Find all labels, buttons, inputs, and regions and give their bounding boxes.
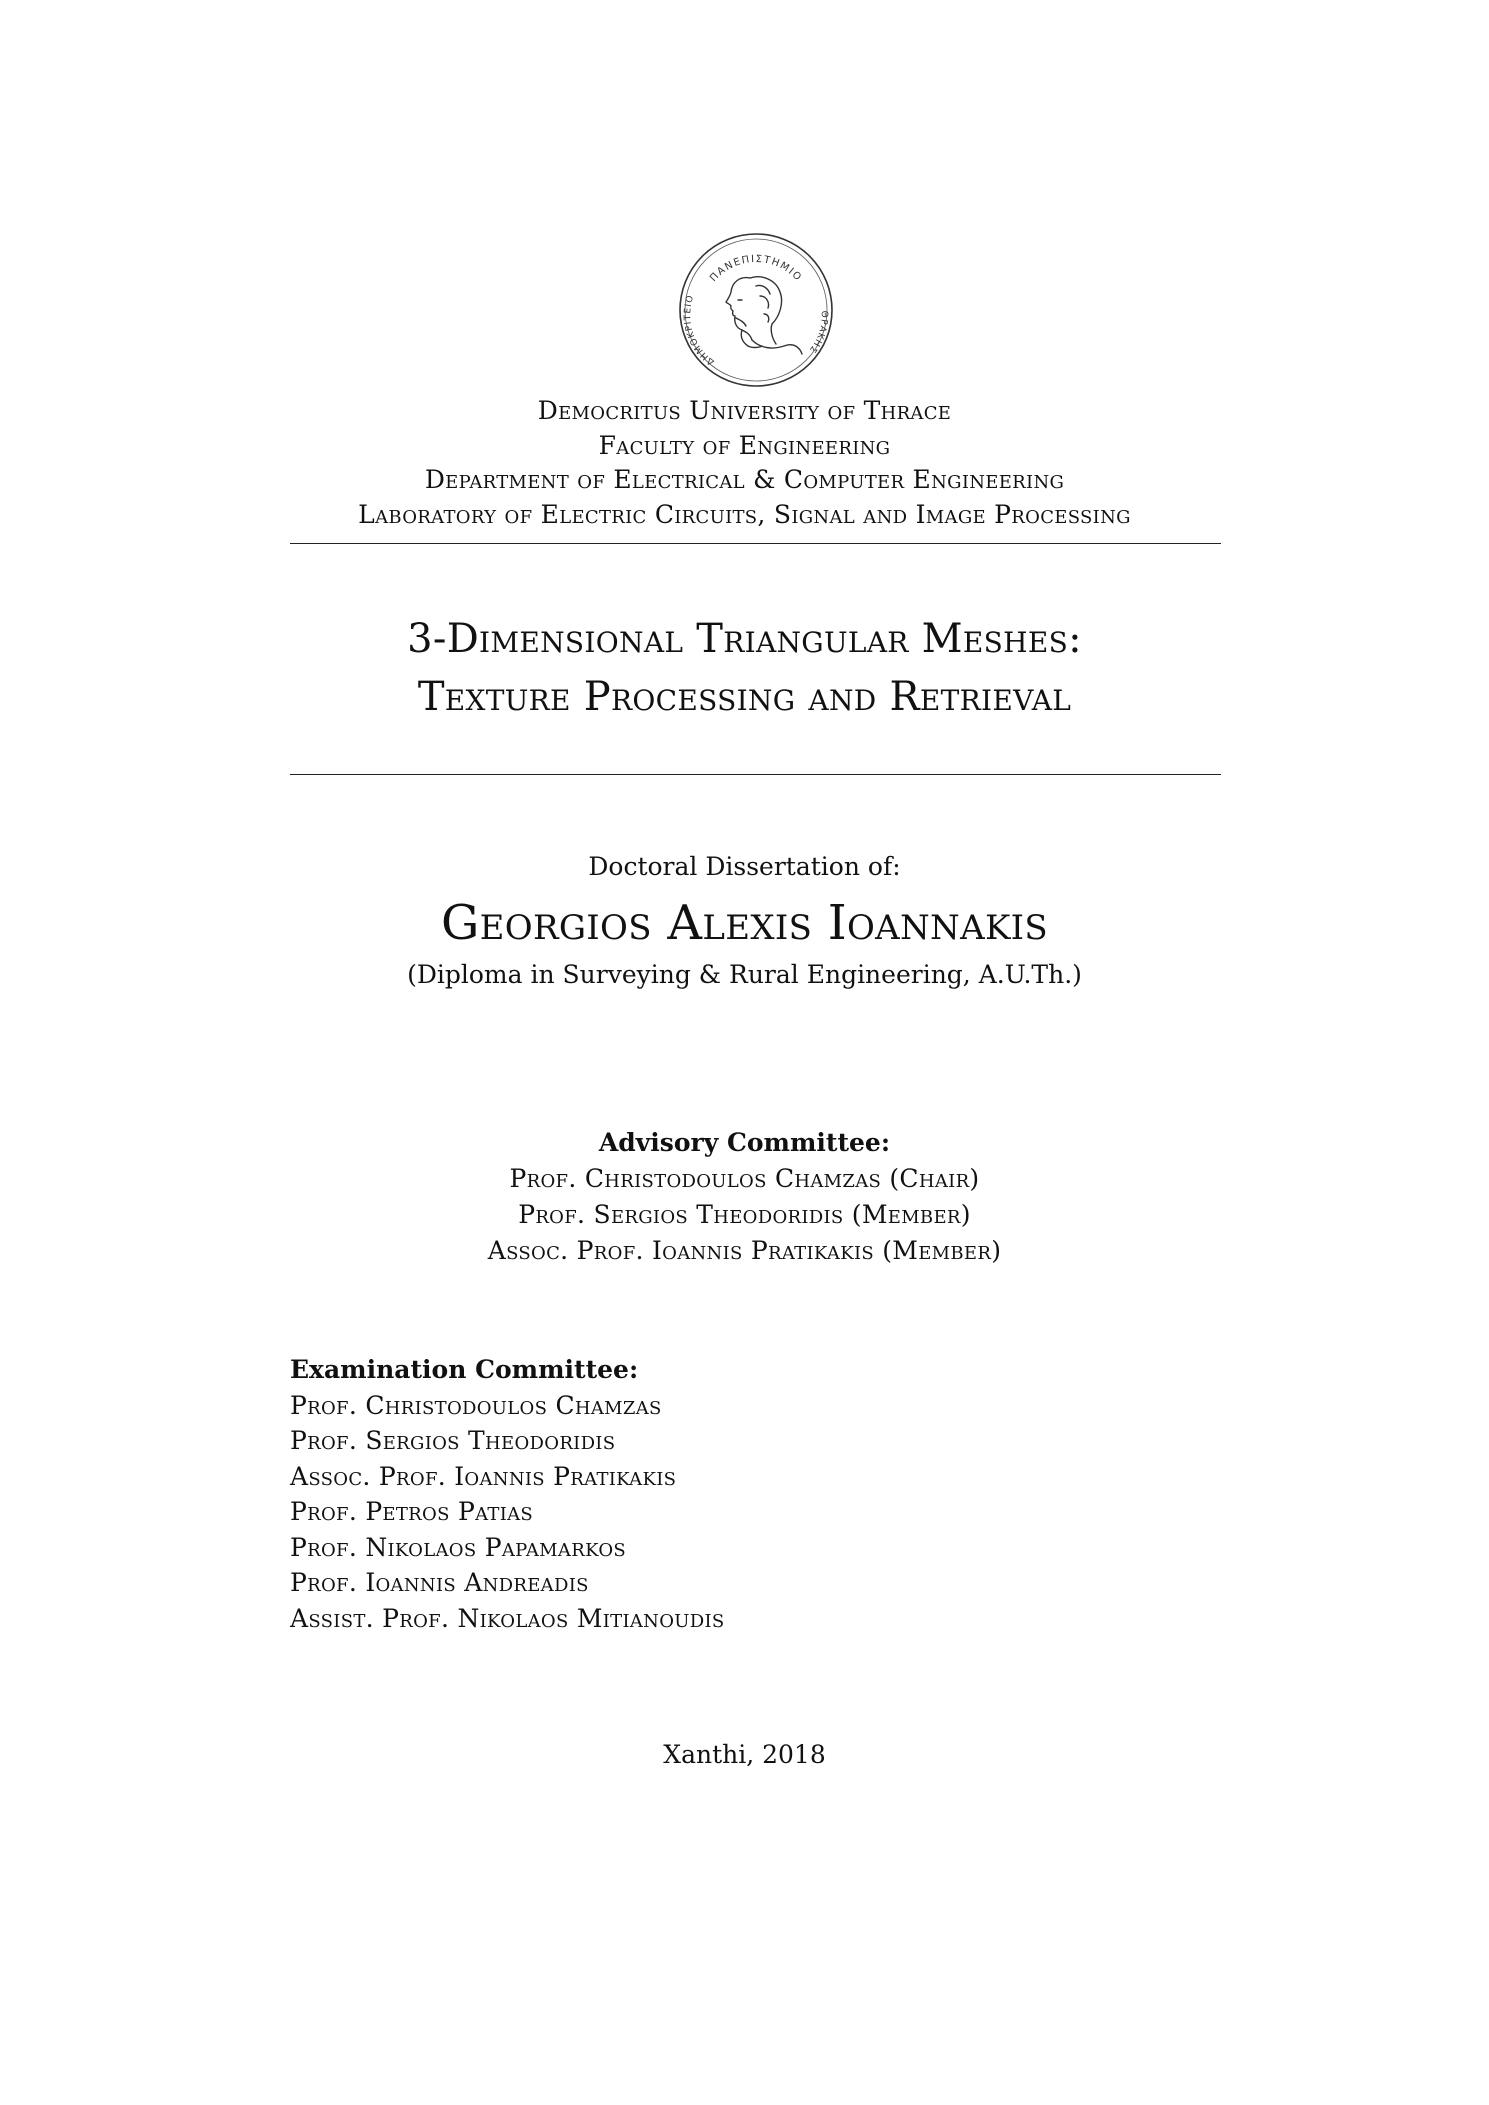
faculty-name: Faculty of Engineering: [598, 430, 891, 460]
examination-member: Assist. Prof. Nikolaos Mitianoudis: [290, 1603, 725, 1633]
advisory-committee-heading: Advisory Committee:: [598, 1128, 891, 1157]
examination-committee-heading: Examination Committee:: [290, 1355, 639, 1384]
advisory-committee: [0, 1125, 1489, 1269]
title-line-2: Texture Processing and Retrieval: [417, 674, 1072, 720]
university-name: Democritus University of Thrace: [537, 396, 952, 425]
examination-member: Prof. Sergios Theodoridis: [290, 1426, 616, 1455]
svg-text:ΘΡΑΚΗΣ: ΘΡΑΚΗΣ: [806, 310, 829, 355]
examination-member: Prof. Petros Patias: [290, 1497, 534, 1526]
examination-member: Prof. Ioannis Andreadis: [290, 1568, 589, 1597]
place-and-year: Xanthi, 2018: [663, 1740, 826, 1769]
advisory-member: Assoc. Prof. Ioannis Pratikakis (Member): [487, 1236, 1002, 1265]
laboratory-name: Laboratory of Electric Circuits, Signal and Image Processing: [358, 499, 1131, 529]
svg-text:ΔΗΜΟΚΡΙΤΕΙΟ: ΔΗΜΟΚΡΙΤΕΙΟ: [683, 293, 717, 367]
author-name: Georgios Alexis Ioannakis: [441, 895, 1048, 951]
svg-text:ΠΑΝΕΠΙΣΤΗΜΙΟ: ΠΑΝΕΠΙΣΤΗΜΙΟ: [708, 253, 804, 285]
university-seal-logo: [676, 230, 836, 390]
top-divider: [290, 543, 1221, 544]
department-name: Department of Electrical & Computer Engineering: [424, 465, 1065, 494]
dissertation-label: Doctoral Dissertation of:: [588, 852, 901, 881]
examination-committee: [290, 1352, 725, 1636]
author-diploma: (Diploma in Surveying & Rural Engineering, A.U.Th.): [407, 960, 1082, 989]
advisory-member: Prof. Christodoulos Chamzas (Chair): [509, 1164, 980, 1193]
examination-member: Prof. Nikolaos Papamarkos: [290, 1532, 627, 1562]
institution-block: [0, 394, 1489, 532]
dissertation-title: [0, 610, 1489, 726]
examination-member: Assoc. Prof. Ioannis Pratikakis: [290, 1461, 677, 1491]
advisory-member: Prof. Sergios Theodoridis (Member): [518, 1200, 971, 1229]
bottom-divider: [290, 774, 1221, 775]
title-line-1: 3-Dimensional Triangular Meshes:: [407, 616, 1082, 662]
examination-member: Prof. Christodoulos Chamzas: [290, 1390, 662, 1420]
